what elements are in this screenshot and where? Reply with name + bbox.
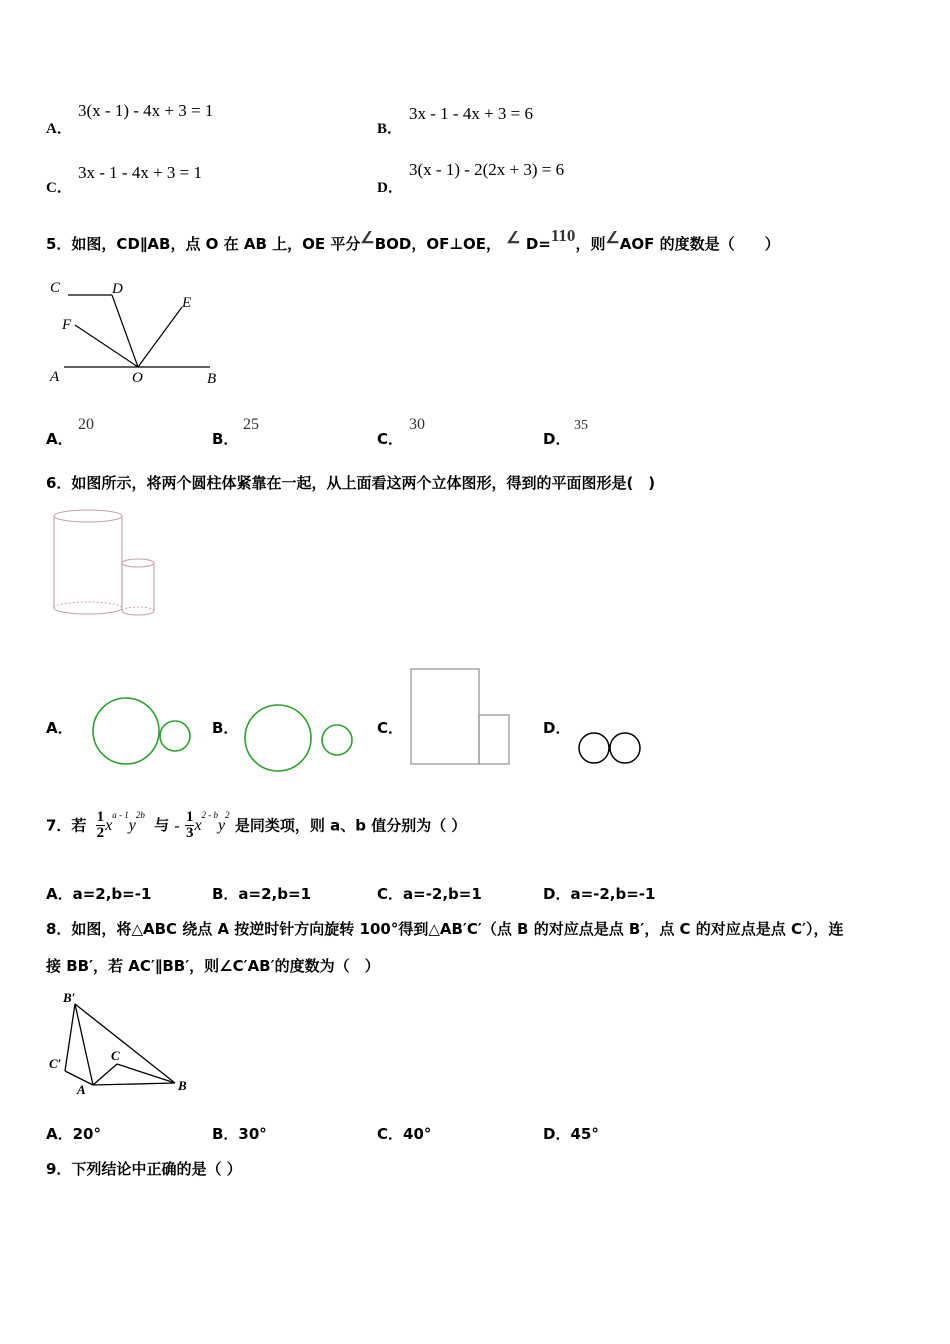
small-cylinder-top bbox=[122, 559, 154, 567]
point-b-label: B bbox=[207, 371, 217, 387]
q7-option-d: D．a=-2,b=-1 bbox=[543, 885, 656, 903]
q5-option-a-value: 20 bbox=[78, 416, 94, 433]
line-eo bbox=[138, 307, 182, 367]
q5-option-c-label: C． bbox=[377, 430, 404, 448]
line-fo bbox=[75, 325, 138, 367]
q8-option-d: D．45° bbox=[543, 1125, 599, 1143]
small-circle bbox=[160, 721, 190, 751]
q6-option-d-label: D． bbox=[543, 719, 571, 737]
q8-question-line-1: 8．如图，将△ABC 绕点 A 按逆时针方向旋转 100°得到△AB′C′（点 B 的对应点是点 B′，点 C 的对应点是点 C′），连 bbox=[46, 920, 844, 938]
q8-question-line-2: 接 BB′，若 AC′∥BB′，则∠C′AB′的度数为（ ） bbox=[46, 957, 380, 975]
q6-option-a-figure bbox=[90, 695, 195, 770]
point-d-label: D bbox=[112, 281, 123, 297]
q5-option-b-label: B． bbox=[212, 430, 239, 448]
q4-option-a-expr: 3(x - 1) - 4x + 3 = 1 bbox=[78, 101, 214, 120]
q5-text-3: D= bbox=[525, 235, 551, 253]
large-circle bbox=[93, 698, 159, 764]
q4-option-b-label: B． bbox=[377, 121, 403, 137]
small-cylinder-bottom bbox=[122, 611, 154, 615]
q6-option-c-figure bbox=[405, 664, 515, 768]
point-b-label: B bbox=[178, 1078, 187, 1093]
q5-option-d-label: D． bbox=[543, 430, 571, 448]
q5-text-5: AOF 的度数是（ ） bbox=[619, 235, 780, 253]
q5-option-a-label: A． bbox=[46, 430, 73, 448]
q4-option-d-expr: 3(x - 1) - 2(2x + 3) = 6 bbox=[409, 160, 565, 179]
q5-question bbox=[46, 226, 780, 254]
q5-text-2: BOD，OF⊥OE， bbox=[374, 235, 502, 253]
q7-option-a: A．a=2,b=-1 bbox=[46, 885, 152, 903]
line-do bbox=[112, 295, 138, 367]
large-cylinder-bottom bbox=[54, 608, 122, 614]
q6-option-c-label: C． bbox=[377, 719, 404, 737]
q7-term-1: $x^{a - 1}y^{2b}$ bbox=[105, 810, 145, 835]
point-a-label: A bbox=[50, 369, 60, 385]
q4-option-a-label: A． bbox=[46, 121, 72, 137]
q6-option-b-label: B． bbox=[212, 719, 239, 737]
line-ac bbox=[93, 1064, 117, 1085]
angle-symbol: ∠ bbox=[605, 230, 620, 247]
line-ab bbox=[93, 1083, 175, 1085]
q7-fraction-1: $\frac{1}{2}$ bbox=[96, 809, 105, 842]
point-c-label: C bbox=[50, 280, 61, 296]
q7-term-2: $x^{2 - b}y^2$ bbox=[194, 810, 230, 835]
q6-option-b-figure bbox=[240, 700, 360, 778]
q4-option-c-label: C． bbox=[46, 180, 72, 196]
small-circle bbox=[322, 725, 352, 755]
q5-option-b-value: 25 bbox=[243, 416, 259, 433]
large-cylinder-top bbox=[54, 510, 122, 522]
right-circle bbox=[610, 733, 640, 763]
point-e-label: E bbox=[182, 295, 192, 311]
q5-option-d-value: 35 bbox=[574, 418, 588, 433]
q7-suffix: 是同类项，则 a、b 值分别为（ ） bbox=[234, 816, 467, 835]
q8-option-b: B．30° bbox=[212, 1125, 267, 1143]
large-circle bbox=[245, 705, 311, 771]
line-b-prime-c-prime bbox=[65, 1004, 75, 1071]
q7-option-b: B．a=2,b=1 bbox=[212, 885, 312, 903]
q7-minus: - bbox=[174, 817, 180, 835]
q6-option-a-label: A． bbox=[46, 719, 73, 737]
q7-question bbox=[46, 796, 466, 846]
q8-option-c: C．40° bbox=[377, 1125, 432, 1143]
q5-angle-value: 110 bbox=[550, 226, 576, 245]
angle-symbol: ∠ bbox=[360, 230, 375, 247]
q4-option-d-label: D． bbox=[377, 180, 403, 196]
q7-fraction-2: $\frac{1}{3}$ bbox=[185, 809, 194, 842]
q5-text-1: 5．如图，CD∥AB，点 O 在 AB 上，OE 平分 bbox=[46, 235, 361, 253]
q5-text-4: ，则 bbox=[575, 235, 606, 253]
q7-option-c: C．a=-2,b=1 bbox=[377, 885, 482, 903]
q6-cylinders-figure bbox=[50, 505, 160, 625]
q4-option-b-expr: 3x - 1 - 4x + 3 = 6 bbox=[409, 104, 533, 123]
point-f-label: F bbox=[62, 317, 72, 333]
q5-option-c-value: 30 bbox=[409, 416, 425, 433]
point-o-label: O bbox=[132, 370, 143, 386]
q6-question: 6．如图所示，将两个圆柱体紧靠在一起，从上面看这两个立体图形，得到的平面图形是( ) bbox=[46, 474, 656, 492]
point-a-label: A bbox=[77, 1082, 86, 1097]
q4-option-c-expr: 3x - 1 - 4x + 3 = 1 bbox=[78, 163, 202, 182]
q8-triangle-figure bbox=[45, 988, 205, 1098]
q9-question: 9．下列结论中正确的是（ ） bbox=[46, 1160, 242, 1178]
q5-geometry-figure bbox=[40, 275, 230, 390]
large-rectangle bbox=[411, 669, 479, 764]
angle-symbol: ∠ bbox=[506, 230, 521, 247]
point-c-prime-label: C′ bbox=[49, 1056, 62, 1071]
q6-option-d-figure bbox=[575, 728, 647, 768]
point-b-prime-label: B′ bbox=[63, 990, 76, 1005]
point-c-label: C bbox=[111, 1048, 120, 1063]
q8-option-a: A．20° bbox=[46, 1125, 101, 1143]
left-circle bbox=[579, 733, 609, 763]
q7-prefix: 7．若 bbox=[46, 816, 87, 835]
q7-and: 与 bbox=[154, 816, 170, 835]
small-rectangle bbox=[479, 715, 509, 764]
line-cb bbox=[117, 1064, 175, 1083]
